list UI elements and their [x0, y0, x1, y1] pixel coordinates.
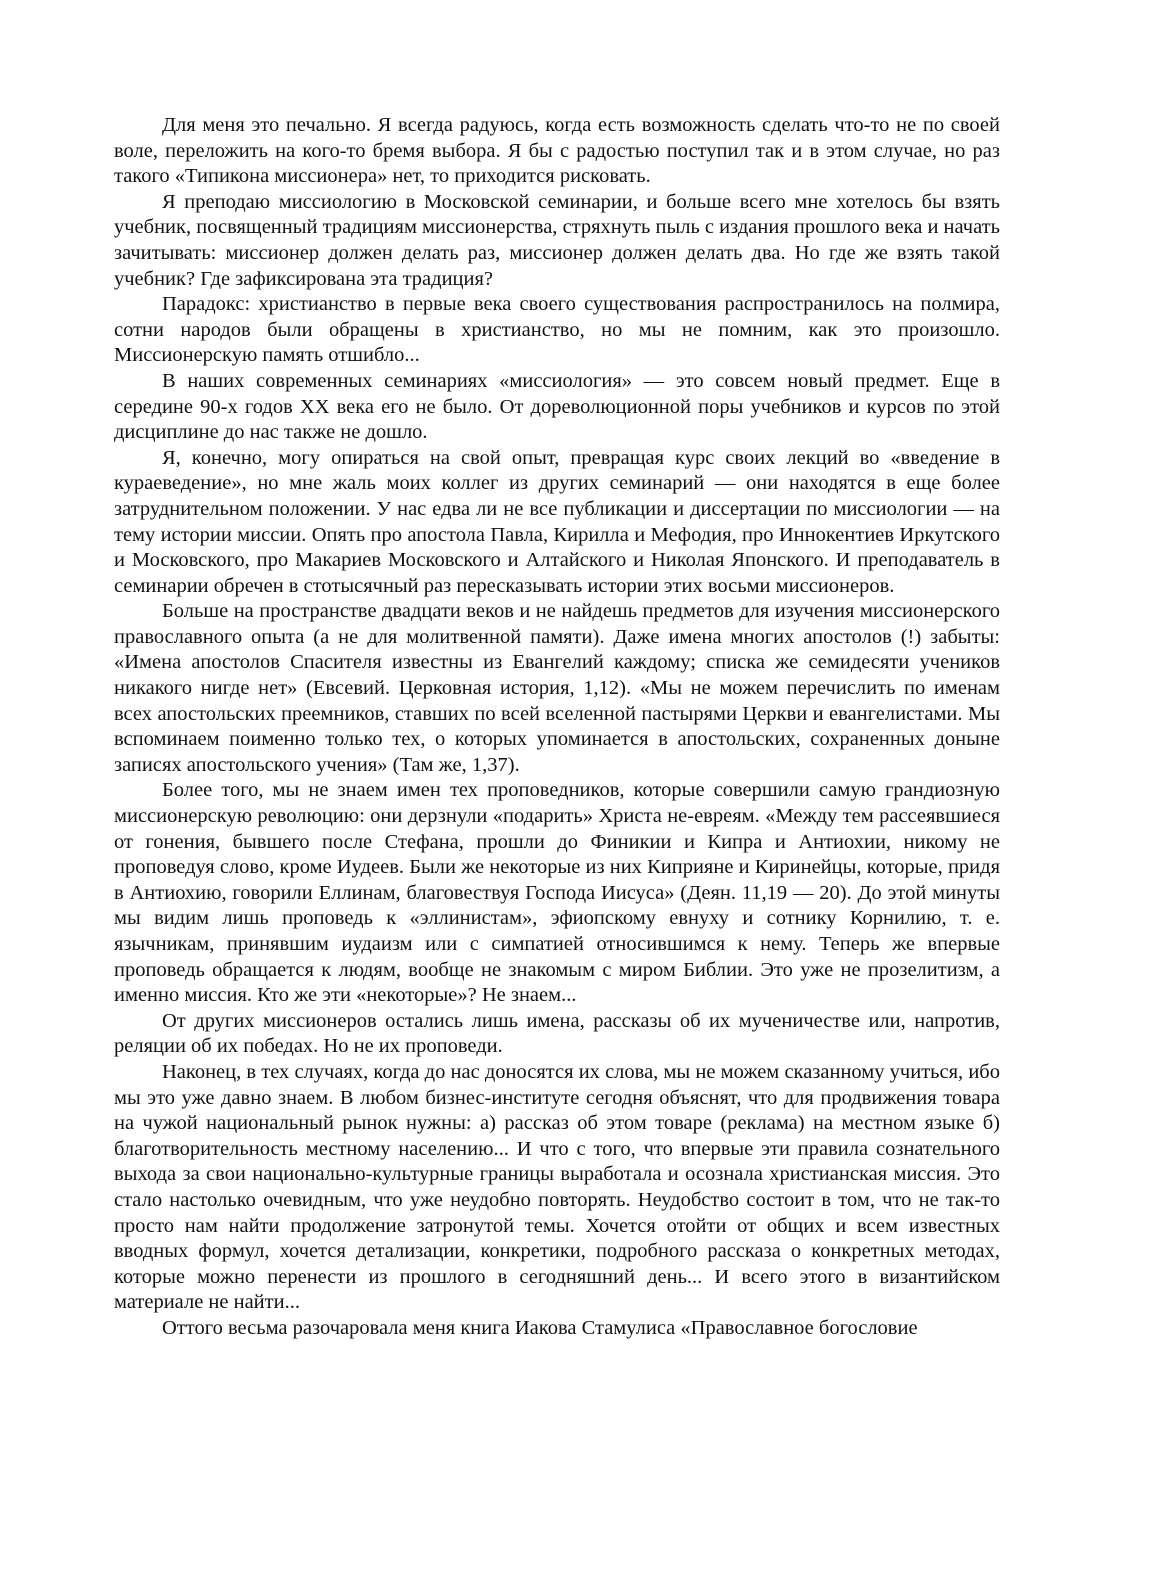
- paragraph-9: Наконец, в тех случаях, когда до нас доносятся их слова, мы не можем сказанному учиться, ибо мы это уже давно знаем. В любом бизнес-институте сегодня объяснят, что для продвижения товара на чужой национальный рынок нужны: а) рассказ об этом товаре (реклама) на местном языке б) благотворительность местному населению... И что с того, что впервые эти правила сознательного выхода за свои национально-культурные границы выработала и осознала христианская миссия. Это стало настолько очевидным, что уже неудобно повторять. Неудобство состоит в том, что не так-то просто нам найти продолжение затронутой темы. Хочется отойти от общих и всем известных вводных формул, хочется детализации, конкретики, подробного рассказа о конкретных методах, которые можно перенести из прошлого в сегодняшний день... И всего этого в византийском материале не найти...: [114, 1060, 1000, 1314]
- document-page: [114, 113, 1000, 1342]
- paragraph-5: Я, конечно, могу опираться на свой опыт, превращая курс своих лекций во «введение в кураеведение», но мне жаль моих коллег из других семинарий — они находятся в еще более затруднительном положении. У нас едва ли не все публикации и диссертации по миссиологии — на тему истории миссии. Опять про апостола Павла, Кирилла и Мефодия, про Иннокентиев Иркутского и Московского, про Макариев Московского и Алтайского и Николая Японского. И преподаватель в семинарии обречен в стотысячный раз пересказывать истории этих восьми миссионеров.: [114, 446, 1000, 597]
- paragraph-3: Парадокс: христианство в первые века своего существования распространилось на полмира, сотни народов были обращены в христианство, но мы не помним, как это произошло. Миссионерскую память отшибло...: [114, 293, 1000, 367]
- paragraph-10: Оттого весьма разочаровала меня книга Иакова Стамулиса «Православное богословие: [162, 1316, 918, 1339]
- paragraph-7: Более того, мы не знаем имен тех проповедников, которые совершили самую грандиозную миссионерскую революцию: они дерзнули «подарить» Христа не-евреям. «Между тем рассеявшиеся от гонения, бывшего после Стефана, прошли до Финикии и Кипра и Антиохии, никому не проповедуя слово, кроме Иудеев. Были же некоторые из них Киприяне и Киринейцы, которые, придя в Антиохию, говорили Еллинам, благовествуя Господа Иисуса» (Деян. 11,19 — 20). До этой минуты мы видим лишь проповедь к «эллинистам», эфиопскому евнуху и сотнику Корнилию, т. е. язычникам, принявшим иудаизм или с симпатией относившимся к нему. Теперь же впервые проповедь обращается к людям, вообще не знакомым с миром Библии. Это уже не прозелитизм, а именно миссия. Кто же эти «некоторые»? Не знаем...: [114, 779, 1000, 1007]
- paragraph-8: От других миссионеров остались лишь имена, рассказы об их мученичестве или, напротив, реляции об их победах. Но не их проповеди.: [114, 1009, 1000, 1058]
- paragraph-2: Я преподаю миссиологию в Московской семинарии, и больше всего мне хотелось бы взять учебник, посвященный традициям миссионерства, стряхнуть пыль с издания прошлого века и начать зачитывать: миссионер должен делать раз, миссионер должен делать два. Но где же взять такой учебник? Где зафиксирована эта традиция?: [114, 190, 1000, 290]
- paragraph-6: Больше на пространстве двадцати веков и не найдешь предметов для изучения миссионерского православного опыта (а не для молитвенной памяти). Даже имена многих апостолов (!) забыты: «Имена апостолов Спасителя известны из Евангелий каждому; списка же семидесяти учеников никакого нигде нет» (Евсевий. Церковная история, 1,12). «Мы не можем перечислить по именам всех апостольских преемников, ставших по всей вселенной пастырями Церкви и евангелистами. Мы вспоминаем поименно только тех, о которых упоминается в апостольских, сохраненных доныне записях апостольского учения» (Там же, 1,37).: [114, 600, 1000, 776]
- paragraph-1: Для меня это печально. Я всегда радуюсь, когда есть возможность сделать что-то не по своей воле, переложить на кого-то бремя выбора. Я бы с радостью поступил так и в этом случае, но раз такого «Типикона миссионера» нет, то приходится рисковать.: [114, 114, 1000, 188]
- paragraph-4: В наших современных семинариях «миссиология» — это совсем новый предмет. Еще в середине 90-х годов XX века его не было. От дореволюционной поры учебников и курсов по этой дисциплине до нас также не дошло.: [114, 369, 1000, 444]
